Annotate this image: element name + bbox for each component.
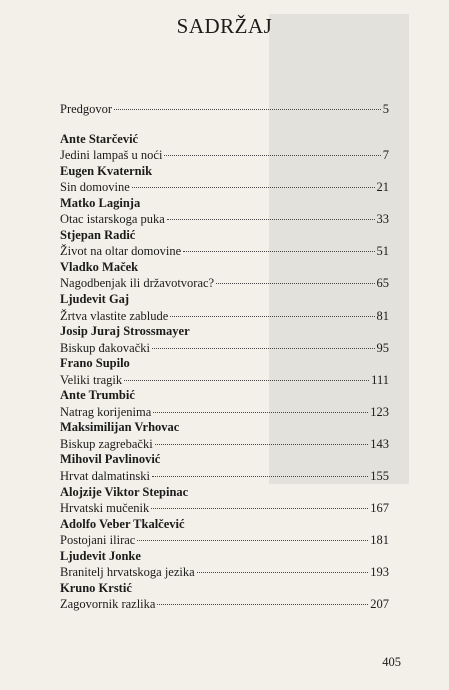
toc-author: Ante Trumbić — [60, 388, 135, 403]
toc-entry-title: Predgovor — [60, 102, 113, 116]
toc-entry-page: 207 — [370, 597, 389, 612]
dot-leader — [132, 187, 375, 188]
toc-author: Stjepan Radić — [60, 227, 136, 242]
toc-entry-page: 155 — [370, 469, 389, 484]
toc-author: Eugen Kvaternik — [60, 163, 153, 178]
toc-entry-title: Hrvat dalmatinski — [60, 469, 150, 484]
toc-entry — [60, 372, 389, 389]
dot-leader — [197, 572, 369, 573]
page-title: SADRŽAJ — [176, 14, 273, 38]
toc-entry-page: 111 — [371, 372, 389, 387]
dot-leader — [157, 604, 368, 605]
dot-leader — [152, 476, 368, 477]
toc-entry — [60, 404, 389, 421]
toc-entries — [60, 132, 389, 613]
toc-entry-page: 81 — [376, 308, 389, 323]
toc-entry-page: 7 — [382, 148, 389, 163]
dot-leader — [170, 316, 374, 317]
toc-entry-page: 5 — [382, 102, 389, 116]
toc-entry — [60, 564, 389, 581]
toc-entry — [60, 211, 389, 228]
toc-entry-page: 21 — [376, 180, 389, 195]
toc-entry-title: Postojani ilirac — [60, 533, 136, 548]
toc-author: Ljudevit Gaj — [60, 291, 130, 306]
toc-entry-page: 181 — [370, 533, 389, 548]
dot-leader — [114, 109, 381, 110]
toc-entry — [60, 243, 389, 260]
toc-author: Adolfo Veber Tkalčević — [60, 516, 185, 531]
dot-leader — [167, 219, 375, 220]
toc-author: Frano Supilo — [60, 356, 130, 371]
dot-leader — [137, 540, 368, 541]
toc-author: Josip Juraj Strossmayer — [60, 324, 190, 339]
toc-entry-title: Biskup đakovački — [60, 340, 150, 355]
toc-entry — [60, 596, 389, 613]
toc-author: Mihovil Pavlinović — [60, 452, 161, 467]
toc-entry-title: Zagovornik razlika — [60, 597, 156, 612]
toc-author: Matko Laginja — [60, 195, 141, 210]
dot-leader — [164, 155, 380, 156]
toc-entry — [60, 179, 389, 196]
dot-leader — [155, 444, 369, 445]
toc-entry — [60, 500, 389, 517]
toc-author: Vladko Maček — [60, 259, 139, 274]
dot-leader — [216, 283, 374, 284]
page-number: 405 — [382, 655, 401, 669]
dot-leader — [183, 251, 374, 252]
dot-leader — [124, 380, 369, 381]
toc-entry — [60, 275, 389, 292]
toc-entry-title: Natrag korijenima — [60, 404, 152, 419]
toc-entry — [60, 436, 389, 453]
toc-entry-title: Žrtva vlastite zablude — [60, 308, 169, 323]
toc-entry — [60, 532, 389, 549]
toc-entry — [60, 340, 389, 357]
dot-leader — [152, 348, 375, 349]
toc-entry-page: 51 — [376, 244, 389, 259]
toc-author: Ante Starčević — [60, 131, 139, 146]
toc-entry-page: 95 — [376, 340, 389, 355]
toc-entry-title: Veliki tragik — [60, 372, 123, 387]
toc-author: Ljudevit Jonke — [60, 548, 141, 563]
toc-entry — [60, 468, 389, 485]
toc-entry-title: Otac istarskoga puka — [60, 212, 165, 227]
toc-author: Kruno Krstić — [60, 580, 132, 595]
toc-entry — [60, 308, 389, 325]
toc-entry-title: Život na oltar domovine — [60, 244, 182, 259]
toc-entry-page: 193 — [370, 565, 389, 580]
toc-author: Alojzije Viktor Stepinac — [60, 484, 189, 499]
dot-leader — [153, 412, 368, 413]
toc-entry-page: 167 — [370, 501, 389, 516]
toc-entry-title: Sin domovine — [60, 180, 130, 195]
toc-entry-preface — [60, 101, 389, 118]
toc-entry-title: Jedini lampaš u noći — [60, 148, 163, 163]
toc-entry-title: Hrvatski mučenik — [60, 501, 150, 516]
toc-entry-page: 33 — [376, 212, 389, 227]
toc-entry-title: Biskup zagrebački — [60, 436, 153, 451]
toc-entry — [60, 147, 389, 164]
toc-entry-title: Branitelj hrvatskoga jezika — [60, 565, 195, 580]
toc-entry-page: 143 — [370, 436, 389, 451]
toc-entry-page: 123 — [370, 404, 389, 419]
table-of-contents — [60, 101, 389, 613]
toc-author: Maksimilijan Vrhovac — [60, 420, 180, 435]
dot-leader — [151, 508, 368, 509]
toc-entry-title: Nagodbenjak ili državotvorac? — [60, 276, 215, 291]
toc-entry-page: 65 — [376, 276, 389, 291]
